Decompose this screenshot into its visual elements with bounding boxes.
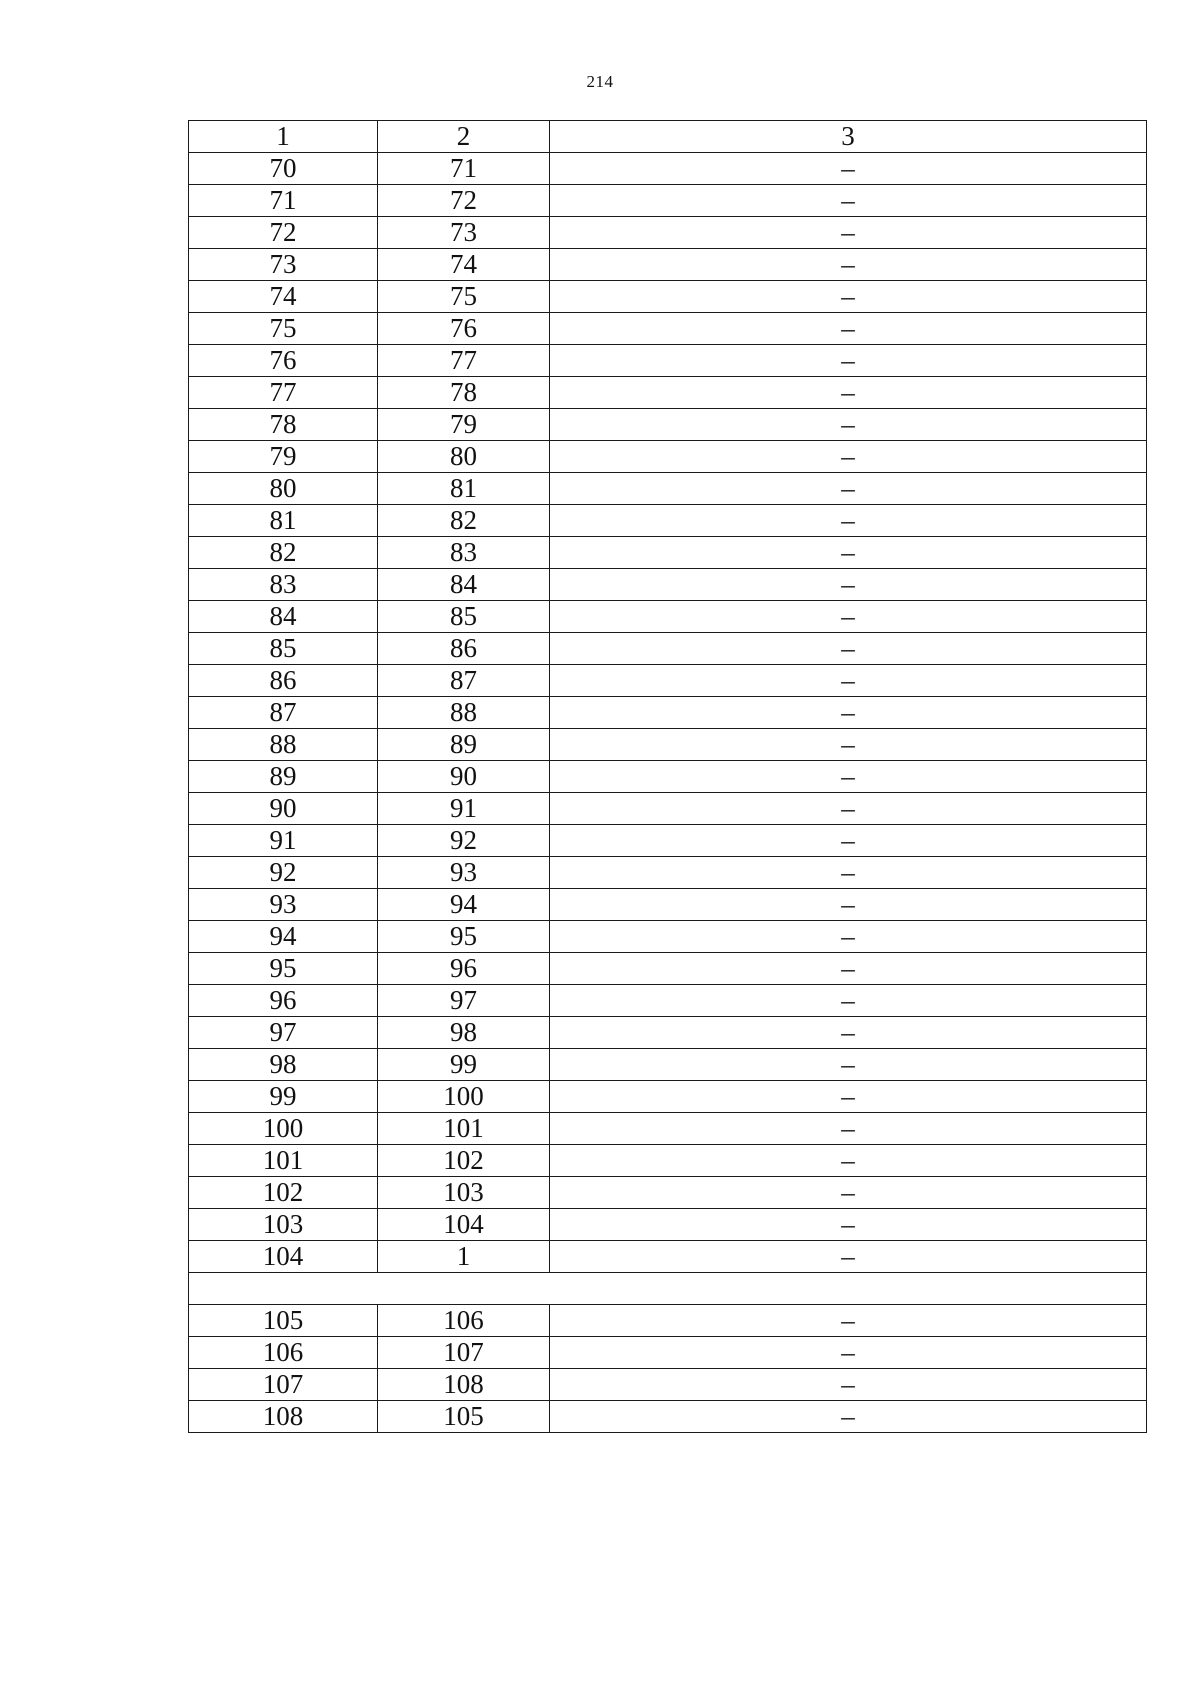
table-cell: 70 [189, 153, 378, 185]
table-row [189, 1209, 1147, 1241]
data-table [188, 120, 1147, 1433]
table-cell: 78 [378, 377, 550, 409]
table-row [189, 889, 1147, 921]
table-cell: 72 [189, 217, 378, 249]
table-cell: 101 [189, 1145, 378, 1177]
table-cell: 76 [189, 345, 378, 377]
table-cell: 92 [189, 857, 378, 889]
table-row [189, 1241, 1147, 1273]
table-cell: – [550, 409, 1147, 441]
table-row [189, 1305, 1147, 1337]
table-cell: – [550, 313, 1147, 345]
table-cell: 99 [378, 1049, 550, 1081]
column-header: 3 [550, 121, 1147, 153]
table-cell: – [550, 793, 1147, 825]
table-cell: 105 [378, 1401, 550, 1433]
table-row [189, 633, 1147, 665]
table-cell: 86 [378, 633, 550, 665]
table-header-row [189, 121, 1147, 153]
table-cell: 83 [378, 537, 550, 569]
table-cell: 96 [378, 953, 550, 985]
table-cell: 93 [189, 889, 378, 921]
table-cell: – [550, 1401, 1147, 1433]
table-cell: – [550, 825, 1147, 857]
table-cell: 108 [378, 1369, 550, 1401]
table-cell: 95 [378, 921, 550, 953]
table-cell: 72 [378, 185, 550, 217]
table-cell: 104 [378, 1209, 550, 1241]
table-cell: – [550, 953, 1147, 985]
table-cell: – [550, 1209, 1147, 1241]
table-body [189, 121, 1147, 1433]
table-cell: 106 [378, 1305, 550, 1337]
table-row [189, 473, 1147, 505]
table-cell: – [550, 1145, 1147, 1177]
table-row [189, 281, 1147, 313]
table-cell: – [550, 569, 1147, 601]
table-row [189, 153, 1147, 185]
table-row [189, 505, 1147, 537]
table-cell: 76 [378, 313, 550, 345]
table-row [189, 985, 1147, 1017]
table-cell: 78 [189, 409, 378, 441]
table-cell: 77 [378, 345, 550, 377]
table-cell: 81 [378, 473, 550, 505]
table-row [189, 1177, 1147, 1209]
table-cell: – [550, 1305, 1147, 1337]
table-cell: – [550, 1017, 1147, 1049]
table-cell: – [550, 665, 1147, 697]
page-number: 214 [586, 72, 614, 91]
table-row [189, 825, 1147, 857]
table-separator-row [189, 1273, 1147, 1305]
table-row [189, 217, 1147, 249]
table-cell: – [550, 537, 1147, 569]
table-cell: – [550, 889, 1147, 921]
table-cell: 94 [189, 921, 378, 953]
table-row [189, 1081, 1147, 1113]
table-cell: 87 [189, 697, 378, 729]
table-row [189, 953, 1147, 985]
table-row [189, 729, 1147, 761]
table-cell: 71 [378, 153, 550, 185]
table-cell: 98 [378, 1017, 550, 1049]
table-cell: – [550, 761, 1147, 793]
table-cell: 98 [189, 1049, 378, 1081]
table-row [189, 761, 1147, 793]
table-cell: 92 [378, 825, 550, 857]
table-cell: 71 [189, 185, 378, 217]
table-cell: – [550, 729, 1147, 761]
table-row [189, 857, 1147, 889]
table-cell: 108 [189, 1401, 378, 1433]
table-cell: – [550, 985, 1147, 1017]
table-row [189, 1145, 1147, 1177]
table-cell: 81 [189, 505, 378, 537]
column-header: 2 [378, 121, 550, 153]
table-cell: 91 [189, 825, 378, 857]
table-row [189, 1401, 1147, 1433]
table-row [189, 441, 1147, 473]
table-cell: 83 [189, 569, 378, 601]
table-cell: 91 [378, 793, 550, 825]
table-cell: 82 [189, 537, 378, 569]
table-cell: – [550, 697, 1147, 729]
table-row [189, 1049, 1147, 1081]
table-cell: – [550, 1113, 1147, 1145]
table-row [189, 1369, 1147, 1401]
table-row [189, 249, 1147, 281]
table-cell: – [550, 185, 1147, 217]
table-cell: 100 [189, 1113, 378, 1145]
table-cell: 106 [189, 1337, 378, 1369]
table-row [189, 409, 1147, 441]
table-cell: 84 [378, 569, 550, 601]
table-cell: – [550, 857, 1147, 889]
table-cell: 95 [189, 953, 378, 985]
table-cell: 104 [189, 1241, 378, 1273]
table-cell: 84 [189, 601, 378, 633]
table-cell: 73 [378, 217, 550, 249]
table-cell: 96 [189, 985, 378, 1017]
table-cell: 105 [189, 1305, 378, 1337]
column-header: 1 [189, 121, 378, 153]
table-cell: 77 [189, 377, 378, 409]
table-cell: – [550, 473, 1147, 505]
table-row [189, 313, 1147, 345]
table-cell: – [550, 441, 1147, 473]
table-cell: – [550, 1081, 1147, 1113]
table-row [189, 1017, 1147, 1049]
table-cell: 103 [378, 1177, 550, 1209]
table-row [189, 665, 1147, 697]
table-row [189, 601, 1147, 633]
table-cell: 90 [189, 793, 378, 825]
table-cell: – [550, 633, 1147, 665]
table-cell: 79 [378, 409, 550, 441]
table-cell: – [550, 505, 1147, 537]
table-separator-cell [189, 1273, 1147, 1305]
table-row [189, 921, 1147, 953]
table-cell: – [550, 377, 1147, 409]
table-cell: 90 [378, 761, 550, 793]
table-row [189, 345, 1147, 377]
table-cell: – [550, 217, 1147, 249]
table-cell: 97 [378, 985, 550, 1017]
table-cell: – [550, 249, 1147, 281]
table-cell: 101 [378, 1113, 550, 1145]
table-cell: – [550, 921, 1147, 953]
table-cell: 100 [378, 1081, 550, 1113]
table-cell: – [550, 1337, 1147, 1369]
table-row [189, 793, 1147, 825]
table-cell: 82 [378, 505, 550, 537]
table-row [189, 537, 1147, 569]
table-cell: 74 [189, 281, 378, 313]
table-cell: 80 [189, 473, 378, 505]
table-cell: 88 [189, 729, 378, 761]
table-cell: 107 [378, 1337, 550, 1369]
table-row [189, 1113, 1147, 1145]
table-cell: 85 [189, 633, 378, 665]
table-row [189, 185, 1147, 217]
table-cell: 102 [378, 1145, 550, 1177]
table-cell: 79 [189, 441, 378, 473]
table-cell: 85 [378, 601, 550, 633]
table-cell: 107 [189, 1369, 378, 1401]
table-cell: – [550, 1241, 1147, 1273]
table-cell: 93 [378, 857, 550, 889]
table-cell: 102 [189, 1177, 378, 1209]
table-cell: 97 [189, 1017, 378, 1049]
table-cell: 103 [189, 1209, 378, 1241]
table-cell: – [550, 153, 1147, 185]
table-cell: 74 [378, 249, 550, 281]
table-cell: 88 [378, 697, 550, 729]
table-cell: – [550, 1177, 1147, 1209]
table-cell: 73 [189, 249, 378, 281]
table-cell: – [550, 1049, 1147, 1081]
table-cell: – [550, 345, 1147, 377]
table-cell: – [550, 1369, 1147, 1401]
table-row [189, 377, 1147, 409]
table-cell: 99 [189, 1081, 378, 1113]
table-cell: 94 [378, 889, 550, 921]
table-row [189, 569, 1147, 601]
table-cell: – [550, 281, 1147, 313]
table-row [189, 697, 1147, 729]
table-cell: 89 [189, 761, 378, 793]
table-cell: 80 [378, 441, 550, 473]
table-cell: – [550, 601, 1147, 633]
table-cell: 75 [189, 313, 378, 345]
table-cell: 1 [378, 1241, 550, 1273]
table-row [189, 1337, 1147, 1369]
table-cell: 89 [378, 729, 550, 761]
table-cell: 87 [378, 665, 550, 697]
table-cell: 75 [378, 281, 550, 313]
table-cell: 86 [189, 665, 378, 697]
